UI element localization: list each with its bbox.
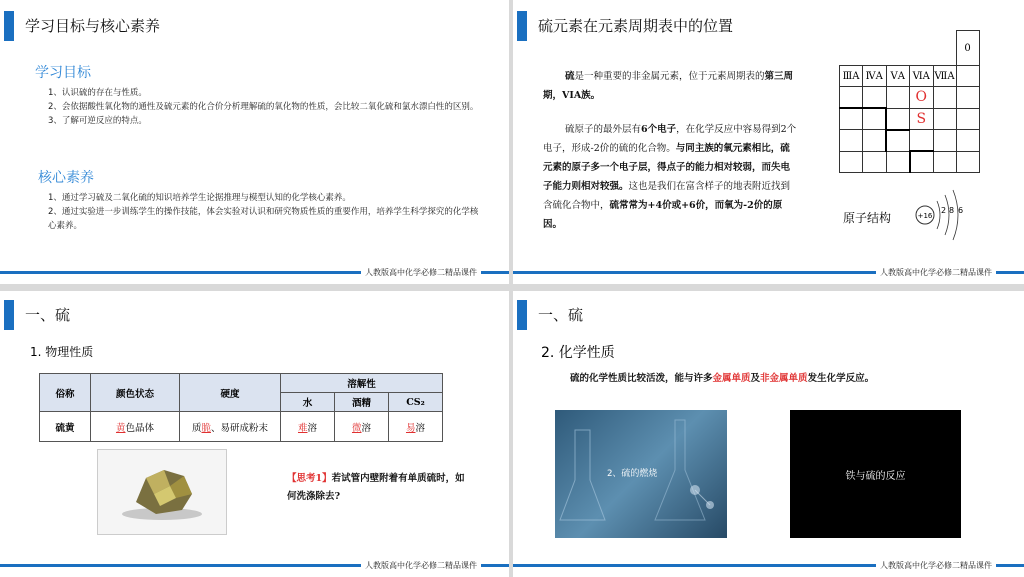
col-name-header: 俗称: [40, 374, 91, 412]
section-heading: 2. 化学性质: [541, 345, 615, 361]
goal-item: 2、会依据酸性氧化物的通性及硫元素的化合价分析理解硫的氧化物的性质，会比较二氧化硫和氯水漂白性的区别。: [48, 102, 479, 112]
row-name: 硫黄: [40, 412, 91, 442]
core-item: 1、通过学习硫及二氧化硫的知识培养学生论据推理与模型认知的化学核心素养。: [48, 193, 351, 203]
physical-properties-table: [39, 373, 443, 442]
group-zero: 0: [956, 31, 979, 66]
sol-cs2-cell: 易溶: [389, 412, 443, 442]
goal-item: 3、了解可逆反应的特点。: [48, 116, 147, 126]
group-header: ⅦA: [933, 66, 956, 87]
think-question: 【思考1】若试管内壁附着有单质硫时，如何洗涤除去?: [287, 473, 465, 502]
core-heading: 核心素养: [38, 170, 94, 186]
sol-water-cell: 难溶: [281, 412, 335, 442]
intro-paragraph: 硫是一种重要的非金属元素，位于元素周期表的第三周期，VIA族。: [543, 71, 794, 101]
group-header: ⅢA: [840, 66, 863, 87]
goals-heading: 学习目标: [35, 65, 91, 81]
shell-count: 6: [958, 206, 964, 215]
section-heading: 1. 物理性质: [30, 345, 94, 359]
group-header: ⅣA: [863, 66, 887, 87]
title-accent-bar: [517, 11, 527, 41]
slide-title: 一、硫: [538, 306, 584, 324]
title-accent-bar: [517, 300, 527, 330]
color-cell: 黄色晶体: [91, 412, 180, 442]
title-accent-bar: [4, 300, 14, 330]
footer-text: 人教版高中化学必修二精品课件: [361, 267, 481, 279]
video-iron-sulfur-reaction[interactable]: [790, 410, 961, 538]
sulfur-atom-diagram: [911, 185, 971, 245]
shell-count: 2: [941, 206, 947, 215]
element-oxygen: O: [910, 87, 934, 109]
slide-title: 学习目标与核心素养: [25, 17, 161, 35]
group-header: ⅥA: [910, 66, 934, 87]
sol-col-header: 水: [281, 393, 335, 412]
slide-title: 一、硫: [25, 306, 71, 324]
footer-text: 人教版高中化学必修二精品课件: [361, 560, 481, 572]
footer-text: 人教版高中化学必修二精品课件: [876, 267, 996, 279]
goal-item: 1、认识硫的存在与性质。: [48, 88, 147, 98]
hardness-cell: 质脆、易研成粉末: [180, 412, 281, 442]
electron-paragraph: 硫原子的最外层有6个电子，在化学反应中容易得到2个电子，形成-2价的硫的化合物。与同主族的氧元素相比，硫元素的原子多一个电子层，得点子的能力相对较弱，而失电子能力则相对较强。这也是我们在富含样子的地表附近找到含硫化合物中，硫常常为+4价或+6价，而氧为-2价的原因。: [543, 124, 797, 230]
slide-learning-goals[interactable]: [0, 0, 509, 284]
slide-physical-properties[interactable]: [0, 291, 509, 577]
col-color-header: 颜色状态: [91, 374, 180, 412]
slide-periodic-position[interactable]: [513, 0, 1024, 284]
sulfur-mineral-photo: [97, 449, 227, 535]
chem-intro: 硫的化学性质比较活泼，能与许多金属单质及非金属单质发生化学反应。: [570, 373, 875, 384]
title-accent-bar: [4, 11, 14, 41]
footer-text: 人教版高中化学必修二精品课件: [876, 560, 996, 572]
col-solubility-header: 溶解性: [281, 374, 443, 393]
video2-caption: 铁与硫的反应: [845, 471, 906, 482]
core-item: 2、通过实验进一步训练学生的操作技能，体会实验对认识和研究物质性质的重要作用，培养学生科学探究的化学核心素养。: [48, 207, 479, 231]
group-header: ⅤA: [886, 66, 910, 87]
slide-chemical-properties[interactable]: [513, 291, 1024, 577]
slide-title: 硫元素在元素周期表中的位置: [538, 17, 734, 35]
sol-col-header: CS₂: [389, 393, 443, 412]
nucleus-charge: +16: [917, 212, 933, 220]
element-sulfur: S: [910, 108, 934, 130]
video1-caption: 2、硫的燃烧: [607, 469, 658, 479]
atom-structure-label: 原子结构: [843, 211, 892, 225]
sol-alcohol-cell: 微溶: [335, 412, 389, 442]
col-hardness-header: 硬度: [180, 374, 281, 412]
periodic-table-fragment: [839, 30, 980, 173]
video-sulfur-burning[interactable]: [555, 410, 727, 538]
shell-count: 8: [949, 206, 955, 215]
sol-col-header: 酒精: [335, 393, 389, 412]
